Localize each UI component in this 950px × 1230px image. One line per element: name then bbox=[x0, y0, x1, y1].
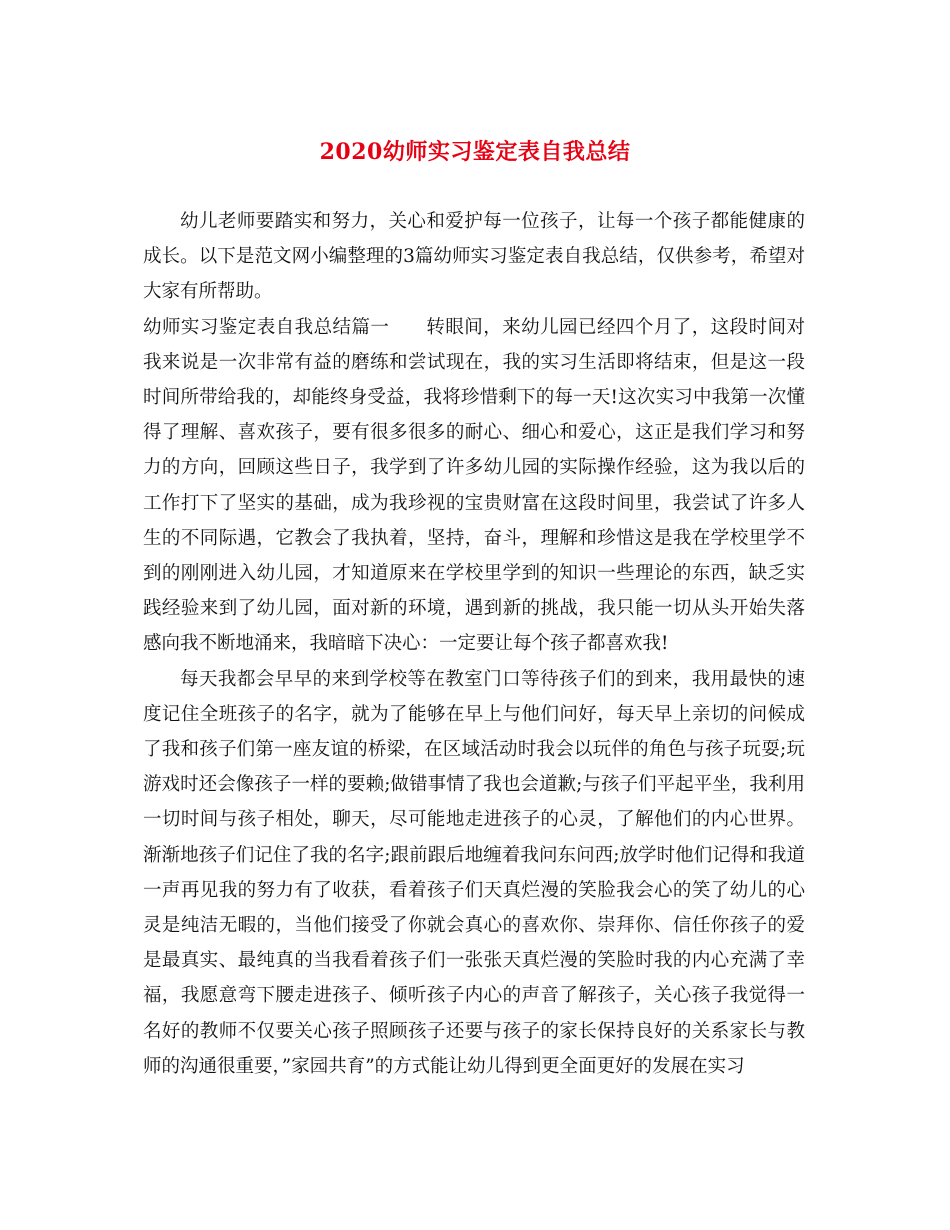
section1-text: 转眼间，来幼儿园已经四个月了，这段时间对我来说是一次非常有益的磨练和尝试现在，我的实习生活即将结束，但是这一段时间所带给我的，却能终身受益，我将珍惜剩下的每一天!这次实习中我第一次懂得了理解、喜欢孩子，要有很多很多的耐心、细心和爱心，这正是我们学习和努力的方向，回顾这些日子，我学到了许多幼儿园的实际操作经验，这为我以后的工作打下了坚实的基础，成为我珍视的宝贵财富在这段时间里，我尝试了许多人生的不同际遇，它教会了我执着，坚持，奋斗，理解和珍惜这是我在学校里学不到的刚刚进入幼儿园，才知道原来在学校里学到的知识一些理论的东西，缺乏实践经验来到了幼儿园，面对新的环境，遇到新的挑战，我只能一切从头开始失落感向我不断地涌来，我暗暗下决心：一定要让每个孩子都喜欢我! bbox=[143, 316, 805, 655]
section1-heading: 幼师实习鉴定表自我总结篇一 bbox=[143, 316, 390, 338]
body-paragraph-2: 每天我都会早早的来到学校等在教室门口等待孩子们的到来，我用最快的速度记住全班孩子的名字，就为了能够在早上与他们问好，每天早上亲切的问候成了我和孩子们第一座友谊的桥梁，在区域活动时我会以玩伴的角色与孩子玩耍;玩游戏时还会像孩子一样的要赖;做错事情了我也会道歉;与孩子们平起平坐，我利用一切时间与孩子相处，聊天，尽可能地走进孩子的心灵，了解他们的内心世界。渐渐地孩子们记住了我的名字;跟前跟后地缠着我问东问西;放学时他们记得和我道一声再见我的努力有了收获，看着孩子们天真烂漫的笑脸我会心的笑了幼儿的心灵是纯洁无暇的，当他们接受了你就会真心的喜欢你、崇拜你、信任你孩子的爱是最真实、最纯真的当我看着孩子们一张张天真烂漫的笑脸时我的内心充满了幸福，我愿意弯下腰走进孩子、倾听孩子内心的声音了解孩子，关心孩子我觉得一名好的教师不仅要关心孩子照顾孩子还要与孩子的家长保持良好的关系家长与教师的沟通很重要，”家园共育”的方式能让幼儿得到更全面更好的发展在实习 bbox=[143, 668, 805, 1077]
document-body bbox=[143, 204, 805, 1084]
section1-paragraph bbox=[143, 310, 805, 662]
document-title: 2020幼师实习鉴定表自我总结 bbox=[319, 139, 631, 165]
intro-paragraph: 幼儿老师要踏实和努力，关心和爱护每一位孩子，让每一个孩子都能健康的成长。以下是范文网小编整理的3篇幼师实习鉴定表自我总结，仅供参考，希望对大家有所帮助。 bbox=[143, 211, 805, 303]
